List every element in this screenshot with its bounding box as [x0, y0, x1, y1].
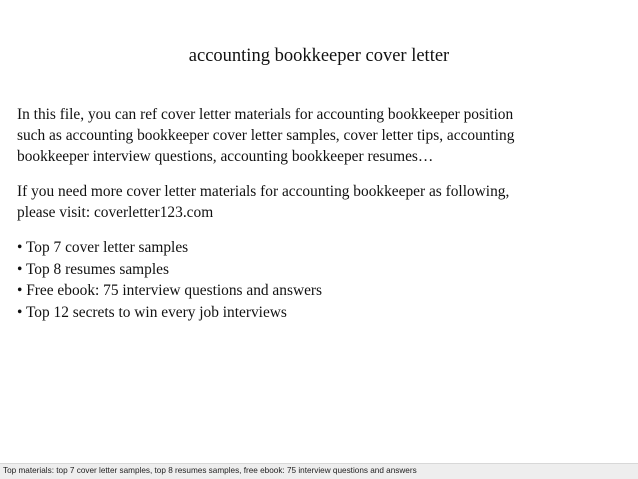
intro-line: bookkeeper interview questions, accounting bookkeeper resumes… [17, 148, 434, 165]
bullet-item: • Top 12 secrets to win every job interviews [17, 303, 287, 321]
bullet-list [17, 237, 627, 323]
more-materials-line: please visit: coverletter123.com [17, 204, 214, 221]
slide-body [17, 104, 627, 323]
bullet-item: • Top 8 resumes samples [17, 260, 169, 278]
footer-bar: Top materials: top 7 cover letter samples, top 8 resumes samples, free ebook: 75 interview questions and answers [0, 463, 638, 479]
bullet-item: • Free ebook: 75 interview questions and answers [17, 282, 323, 299]
intro-line: In this file, you can ref cover letter materials for accounting bookkeeper position [17, 106, 514, 123]
page-title: accounting bookkeeper cover letter [188, 46, 450, 66]
bullet-item: • Top 7 cover letter samples [17, 239, 189, 256]
more-materials-paragraph [17, 181, 627, 223]
more-materials-line: If you need more cover letter materials for accounting bookkeeper as following, [17, 183, 510, 200]
intro-line: such as accounting bookkeeper cover letter samples, cover letter tips, accounting [17, 127, 515, 144]
intro-paragraph [17, 104, 627, 167]
